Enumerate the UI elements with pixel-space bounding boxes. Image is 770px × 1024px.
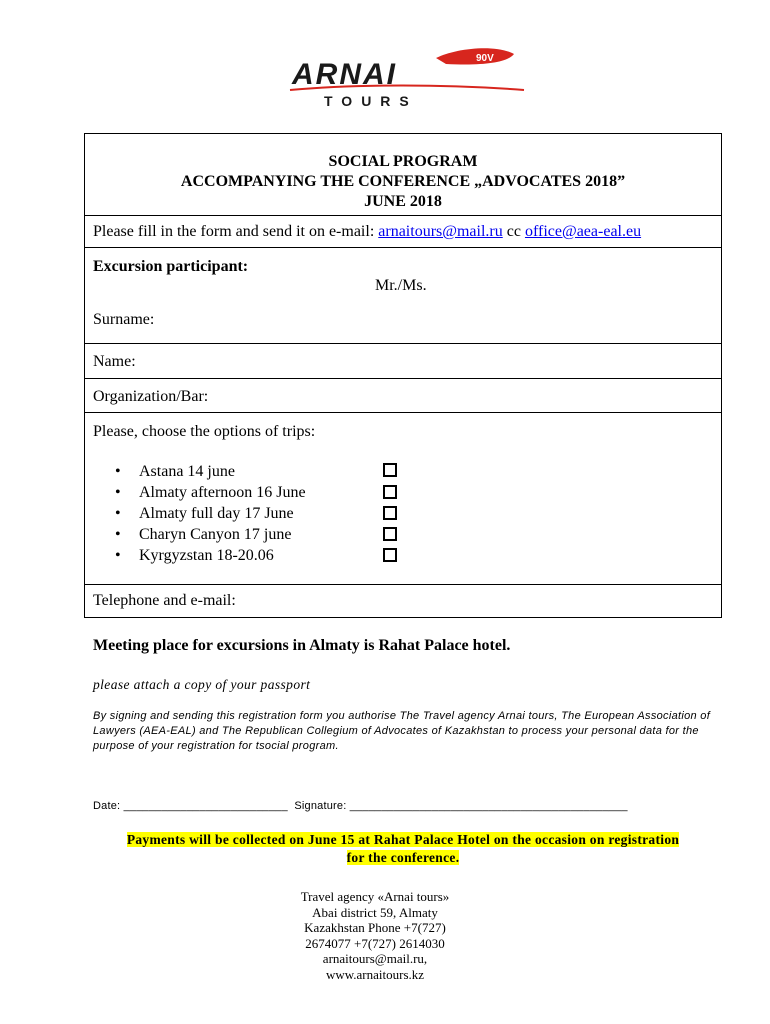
trip-option-label: Astana 14 june bbox=[139, 463, 235, 480]
trip-option-kyrgyzstan bbox=[107, 545, 306, 566]
organization-field[interactable] bbox=[85, 378, 721, 412]
signature-label: Signature: bbox=[294, 800, 350, 812]
consent-text: By signing and sending this registration form you authorise The Travel agency Arnai tours, The European Association of Lawyers (AEA-EAL) and The Republican Collegium of Advocates of Kazakhstan to process your personal data for the purpose of your registration for tsocial program. bbox=[93, 710, 711, 752]
fill-instruction bbox=[85, 215, 721, 247]
trip-option-label: Charyn Canyon 17 june bbox=[139, 526, 292, 543]
address-email[interactable]: arnaitours@mail.ru, bbox=[322, 951, 428, 966]
trip-checkbox-kyrgyzstan[interactable] bbox=[383, 548, 397, 562]
email-link-arnai[interactable]: arnaitours@mail.ru bbox=[378, 223, 503, 240]
salutation-label: Mr./Ms. bbox=[375, 277, 427, 294]
trip-option-label: Almaty full day 17 June bbox=[139, 505, 294, 522]
trip-option-label: Almaty afternoon 16 June bbox=[139, 484, 306, 501]
telephone-email-label: Telephone and e-mail: bbox=[93, 592, 236, 609]
name-label: Name: bbox=[93, 353, 136, 370]
date-signature-line bbox=[93, 800, 628, 812]
payments-notice bbox=[98, 831, 708, 867]
logo-graphic bbox=[286, 44, 526, 114]
date-field[interactable]: __________________________ bbox=[123, 800, 288, 812]
address-line: Abai district 59, Almaty bbox=[312, 904, 438, 920]
organization-label: Organization/Bar: bbox=[93, 388, 209, 405]
fill-instruction-text: Please fill in the form and send it on e-mail: bbox=[93, 223, 379, 240]
address-line: 2674077 +7(727) 2614030 bbox=[305, 935, 445, 951]
trip-option-almaty-afternoon bbox=[107, 482, 306, 503]
participant-label: Excursion participant: bbox=[93, 258, 249, 275]
surname-label: Surname: bbox=[93, 311, 155, 328]
trip-options-list bbox=[107, 461, 306, 566]
meeting-place-note: Meeting place for excursions in Almaty is Rahat Palace hotel. bbox=[93, 637, 511, 654]
date-label: Date: bbox=[93, 800, 124, 812]
name-field[interactable] bbox=[85, 343, 721, 378]
trip-checkbox-almaty-afternoon[interactable] bbox=[383, 485, 397, 499]
form-header bbox=[85, 134, 721, 215]
trip-checkbox-astana[interactable] bbox=[383, 463, 397, 477]
email-link-office[interactable]: office@aea-eal.eu bbox=[524, 223, 642, 240]
cc-text: cc bbox=[502, 223, 525, 240]
payments-line-2: for the conference. bbox=[346, 850, 460, 865]
trip-checkbox-almaty-full-day[interactable] bbox=[383, 506, 397, 520]
program-date: JUNE 2018 bbox=[364, 193, 442, 210]
signature-field[interactable]: ____________________________________________ bbox=[349, 800, 628, 812]
trip-option-almaty-full-day bbox=[107, 503, 306, 524]
address-website[interactable]: www.arnaitours.kz bbox=[325, 966, 425, 982]
bullet-icon: • bbox=[115, 526, 121, 543]
address-line: Travel agency «Arnai tours» bbox=[300, 889, 450, 904]
bullet-icon: • bbox=[115, 505, 121, 522]
telephone-email-field[interactable] bbox=[85, 584, 721, 617]
logo-subtitle-text: TOURS bbox=[324, 93, 418, 109]
trip-option-charyn-canyon bbox=[107, 524, 306, 545]
trip-options-section bbox=[85, 412, 721, 584]
agency-address bbox=[270, 889, 480, 982]
bullet-icon: • bbox=[115, 547, 121, 564]
trip-checkbox-charyn-canyon[interactable] bbox=[383, 527, 397, 541]
trip-option-astana bbox=[107, 461, 306, 482]
logo-brand-text: ARNAI bbox=[292, 58, 397, 91]
arnai-tours-logo bbox=[286, 44, 526, 114]
trip-option-label: Kyrgyzstan 18-20.06 bbox=[139, 547, 274, 564]
logo-badge-swoosh bbox=[436, 48, 514, 64]
program-subtitle: ACCOMPANYING THE CONFERENCE „ADVOCATES 2018” bbox=[180, 173, 626, 190]
address-line: Kazakhstan Phone +7(727) bbox=[304, 920, 446, 935]
passport-note: please attach a copy of your passport bbox=[93, 677, 311, 692]
bullet-icon: • bbox=[115, 484, 121, 501]
payments-line-1: Payments will be collected on June 15 at Rahat Palace Hotel on the occasion on registration bbox=[126, 832, 680, 847]
bullet-icon: • bbox=[115, 463, 121, 480]
registration-form bbox=[84, 133, 722, 618]
logo-badge-text: 90V bbox=[476, 53, 494, 64]
program-title: SOCIAL PROGRAM bbox=[328, 153, 478, 170]
participant-section[interactable] bbox=[85, 247, 721, 343]
trip-question: Please, choose the options of trips: bbox=[93, 423, 316, 440]
